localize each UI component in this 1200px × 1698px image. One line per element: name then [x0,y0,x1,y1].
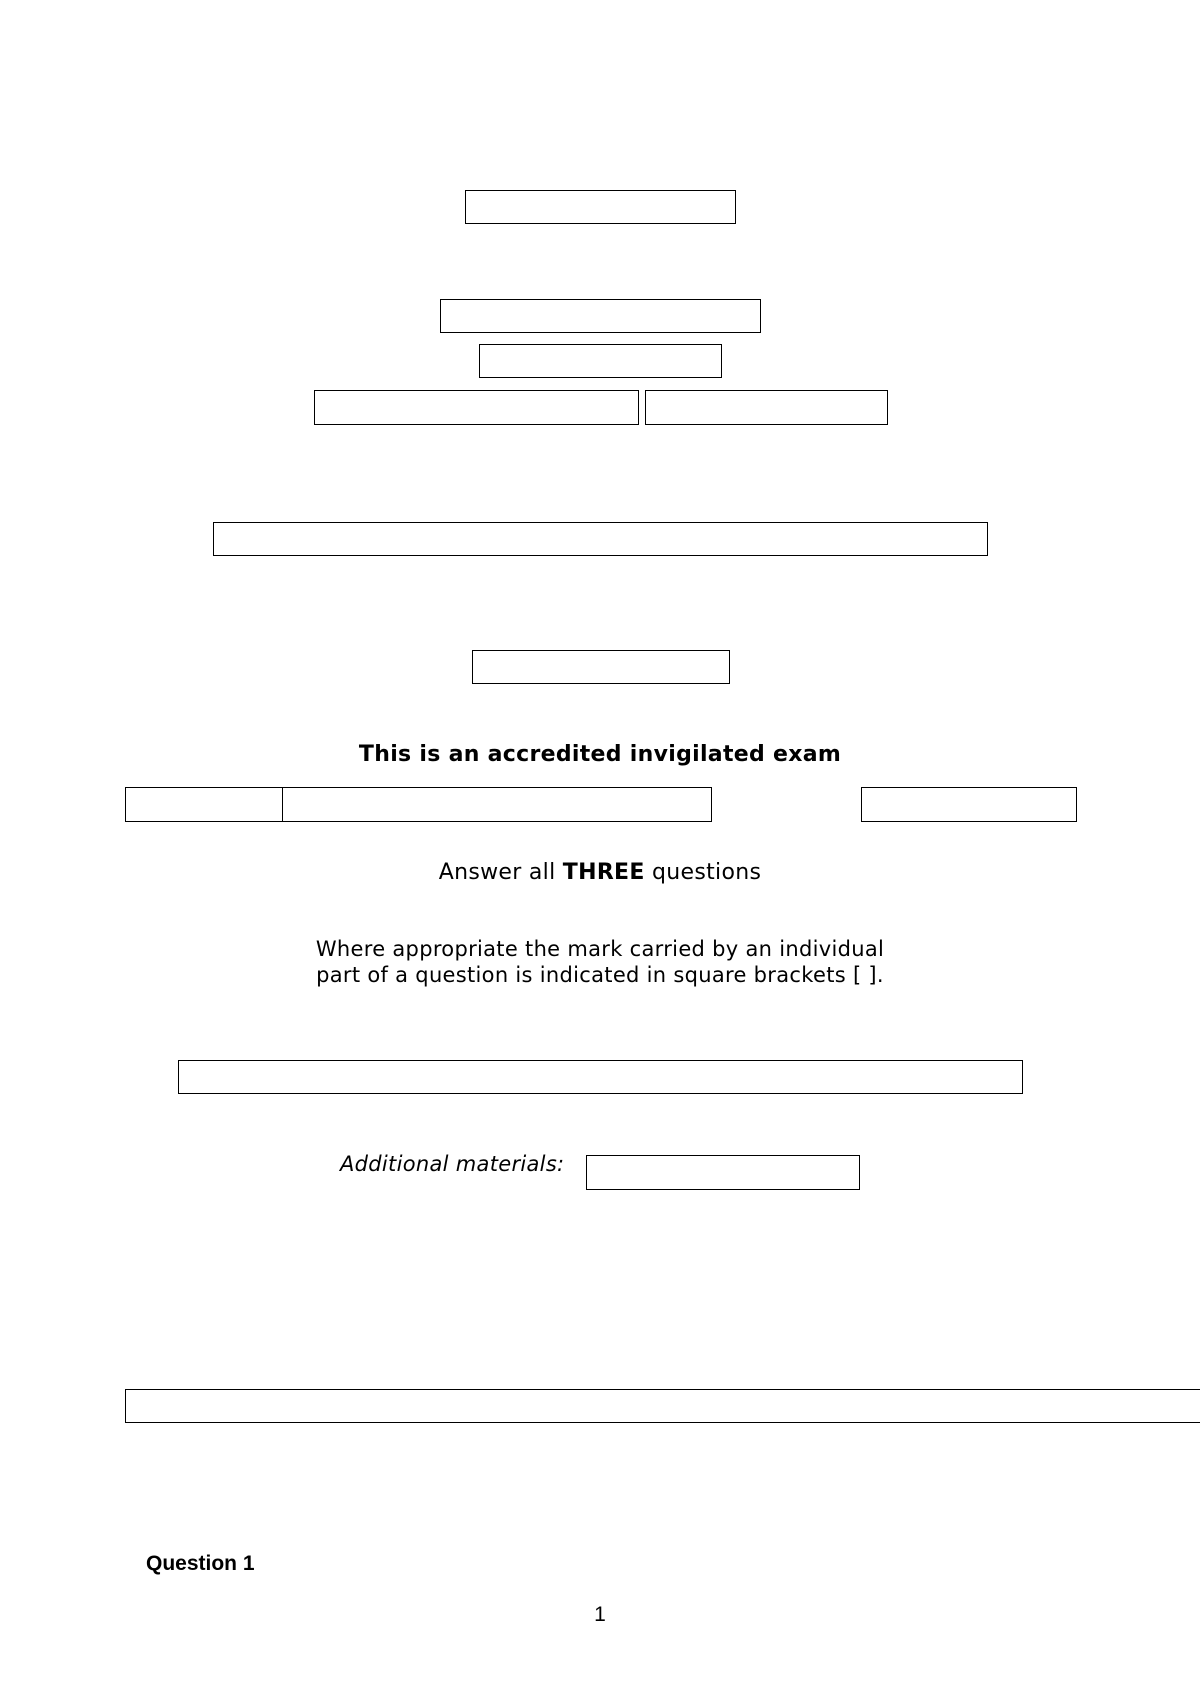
redacted-field-duration [125,787,712,822]
redacted-field-course-code [479,344,722,378]
redacted-field-institution [465,190,736,224]
redacted-field-additional-materials [586,1155,860,1190]
redacted-field-notes [178,1060,1023,1094]
answer-question-count: THREE [562,860,645,885]
accredited-exam-notice: This is an accredited invigilated exam [358,742,842,767]
redacted-field-course-title [440,299,761,333]
redacted-field-session-left [314,390,639,425]
answer-instruction-prefix: Answer all [438,860,563,885]
marks-instruction-line-1: Where appropriate the mark carried by an individual [315,937,885,961]
additional-materials-label: Additional materials: [340,1152,565,1176]
redacted-field-time [861,787,1077,822]
question-heading: Question 1 [146,1552,255,1575]
redacted-field-session-right [645,390,888,425]
answer-instruction-suffix: questions [644,860,762,885]
page-number: 1 [594,1603,606,1626]
marks-instruction-line-2: part of a question is indicated in square brackets [ ]. [316,963,884,987]
redacted-field-exam-date [472,650,730,684]
field-divider [282,788,283,821]
redacted-field-exam-title [213,522,988,556]
answer-instruction [0,860,1200,885]
redacted-field-footer-band [125,1389,1200,1423]
